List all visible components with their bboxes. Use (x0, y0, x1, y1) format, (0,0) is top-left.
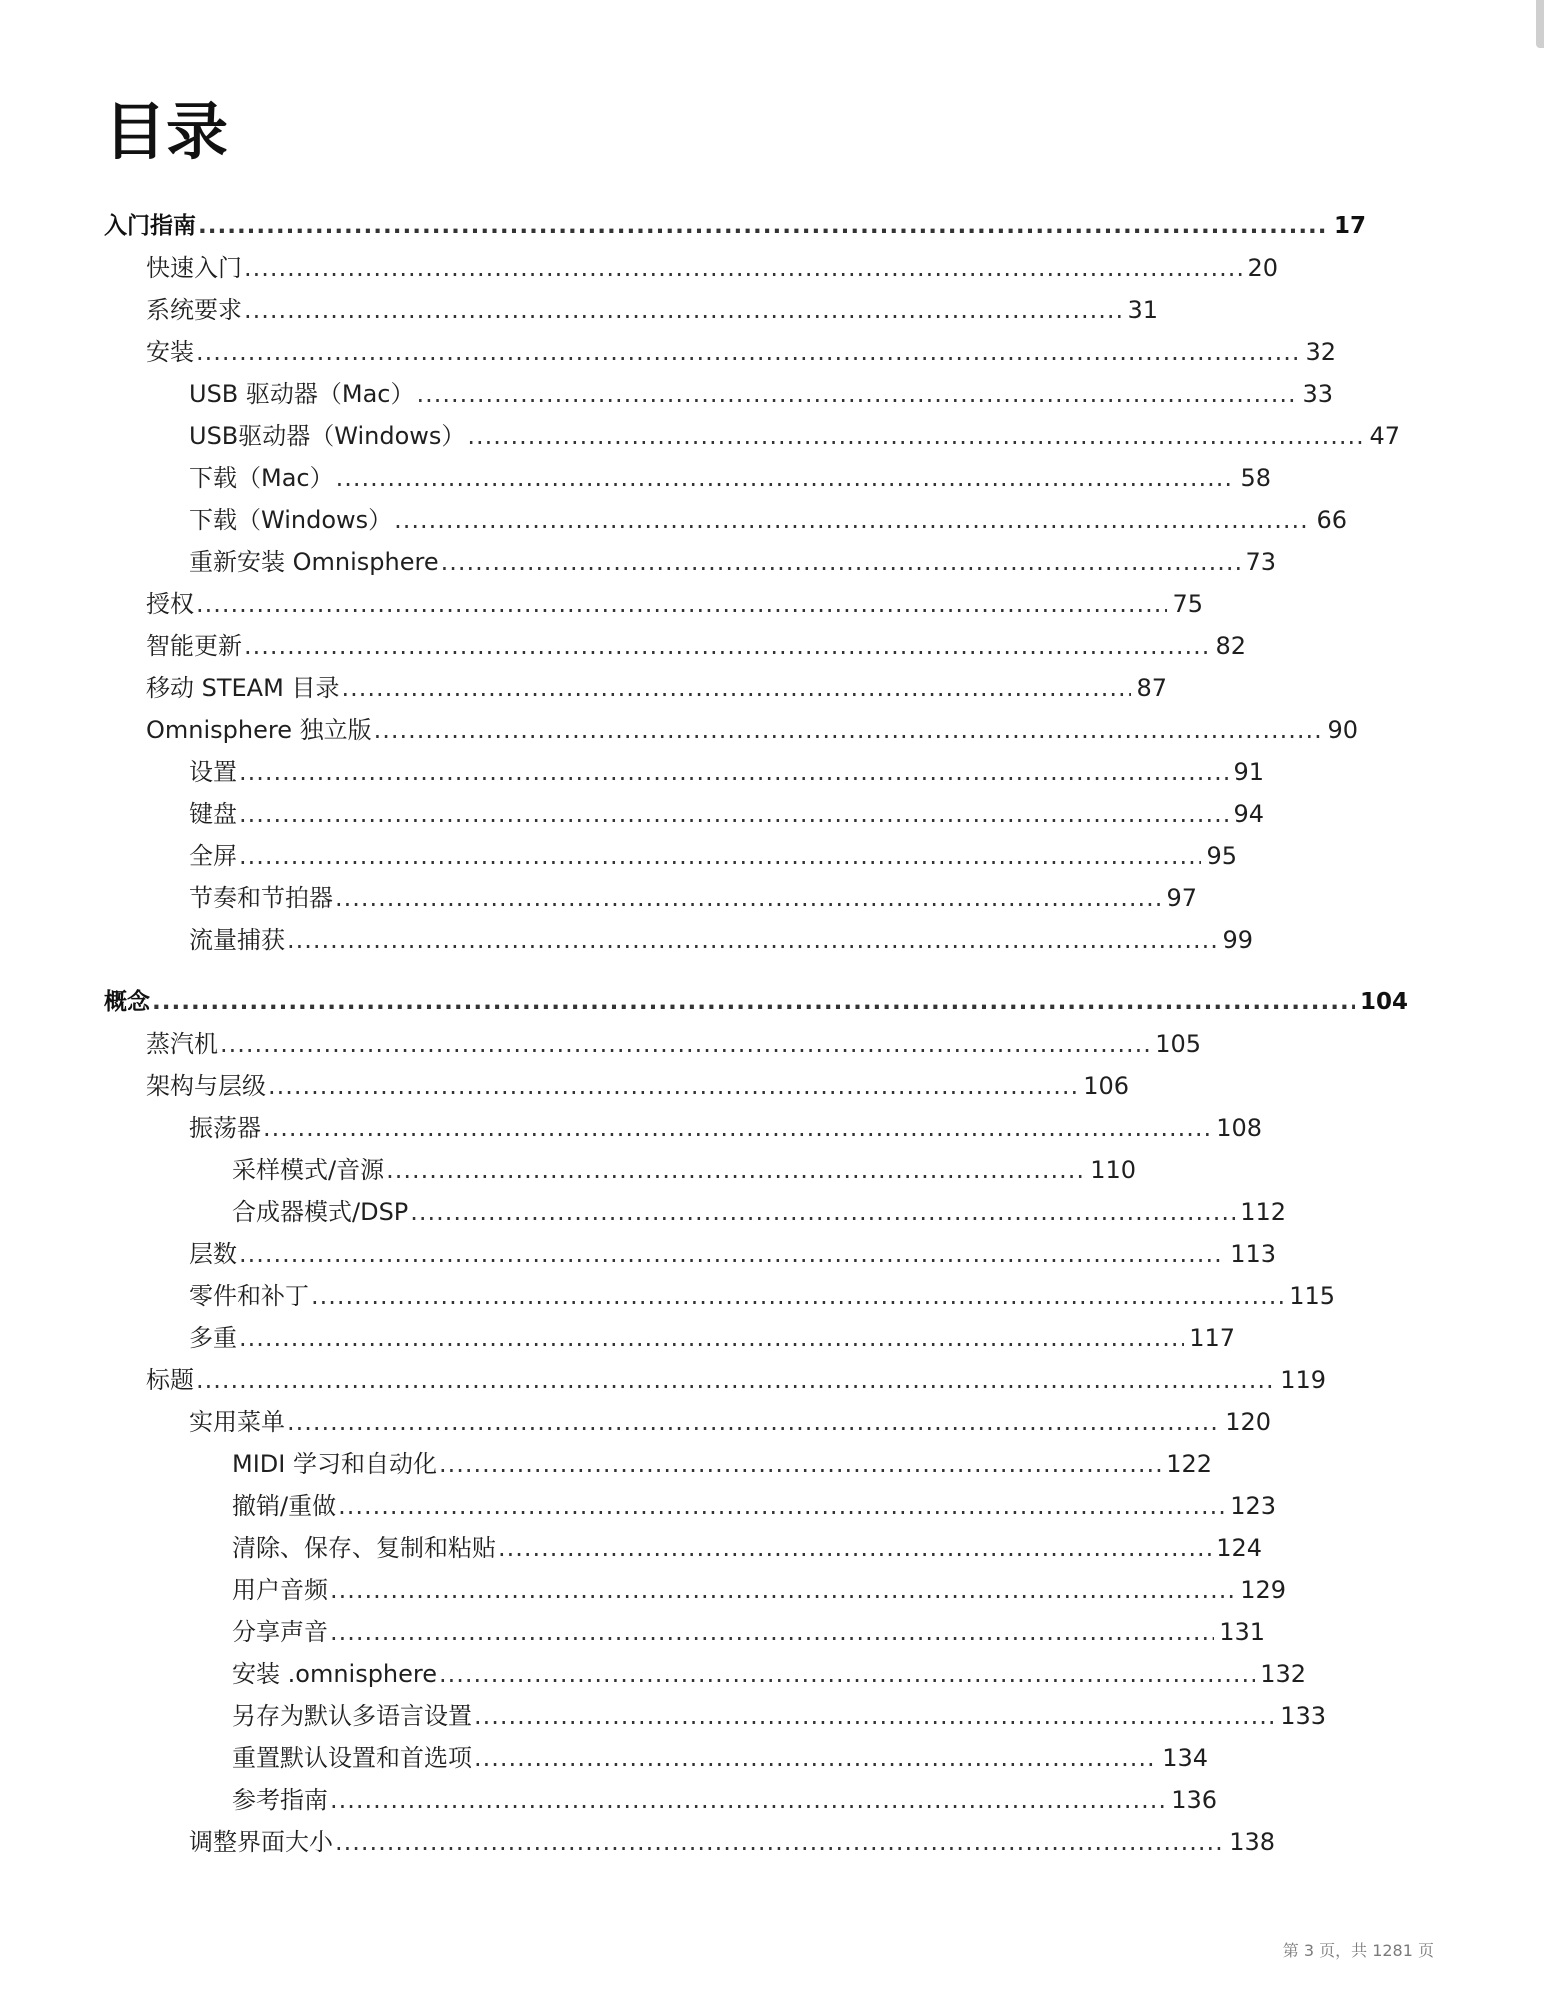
dot-leader (239, 793, 1228, 835)
page-title: 目录 (104, 95, 229, 168)
toc-entry[interactable] (189, 499, 1347, 541)
toc-entry-page-number: 73 (1245, 548, 1276, 576)
toc-entry[interactable] (232, 1191, 1286, 1233)
dot-leader (263, 1107, 1211, 1149)
toc-entry-page-number: 20 (1247, 254, 1278, 282)
dot-leader (244, 247, 1242, 289)
toc-entry-page-number: 123 (1230, 1492, 1276, 1520)
toc-entry-page-number: 99 (1222, 926, 1253, 954)
toc-entry-page-number: 110 (1090, 1156, 1136, 1184)
dot-leader (244, 625, 1210, 667)
toc-entry-page-number: 91 (1233, 758, 1264, 786)
toc-entry-label: 入门指南 (104, 213, 196, 239)
toc-entry-label: 安装 (146, 338, 194, 366)
toc-entry-page-number: 32 (1305, 338, 1336, 366)
dot-leader (439, 1443, 1161, 1485)
toc-entry-label: Omnisphere 独立版 (146, 716, 372, 744)
dot-leader (410, 1191, 1235, 1233)
page-footer: 第 3 页，共 1281 页 (1282, 1941, 1434, 1960)
toc-entry-label: 系统要求 (146, 296, 242, 324)
toc-entry-label: 重新安装 Omnisphere (189, 548, 439, 576)
toc-entry-label: 层数 (189, 1240, 237, 1268)
toc-entry-label: 下载（Windows） (189, 506, 393, 534)
toc-entry-label: 安装 .omnisphere (232, 1660, 438, 1688)
toc-entry[interactable] (189, 793, 1264, 835)
toc-entry[interactable] (232, 1527, 1262, 1569)
toc-entry-page-number: 87 (1136, 674, 1167, 702)
toc-entry-label: 下载（Mac） (189, 464, 334, 492)
toc-entry[interactable] (189, 457, 1271, 499)
toc-entry[interactable] (189, 751, 1264, 793)
dot-leader (239, 1317, 1184, 1359)
toc-entry-page-number: 105 (1155, 1030, 1201, 1058)
toc-entry[interactable] (146, 625, 1246, 667)
toc-entry-page-number: 122 (1166, 1450, 1212, 1478)
dot-leader (336, 457, 1236, 499)
toc-entry-page-number: 138 (1229, 1828, 1275, 1856)
toc-entry-page-number: 17 (1333, 213, 1366, 239)
toc-entry-page-number: 97 (1166, 884, 1197, 912)
dot-leader (394, 499, 1311, 541)
toc-entry[interactable] (232, 1653, 1306, 1695)
dot-leader (311, 1275, 1284, 1317)
toc-entry[interactable] (232, 1485, 1276, 1527)
toc-entry-label: 快速入门 (146, 254, 242, 282)
toc-entry-page-number: 131 (1219, 1618, 1265, 1646)
toc-entry[interactable] (189, 373, 1333, 415)
dot-leader (338, 1485, 1225, 1527)
toc-entry[interactable] (232, 1443, 1212, 1485)
toc-entry[interactable] (189, 1275, 1335, 1317)
toc-entry-page-number: 136 (1171, 1786, 1217, 1814)
dot-leader (441, 541, 1241, 583)
dot-leader (220, 1023, 1150, 1065)
toc-entry-label: 实用菜单 (189, 1408, 285, 1436)
toc-entry-label: 移动 STEAM 目录 (146, 674, 340, 702)
toc-entry[interactable] (232, 1695, 1326, 1737)
toc-entry[interactable] (146, 289, 1158, 331)
toc-entry-label: 架构与层级 (146, 1072, 266, 1100)
dot-leader (467, 415, 1364, 457)
toc-entry[interactable] (146, 1023, 1201, 1065)
toc-entry-label: 合成器模式/DSP (232, 1198, 409, 1226)
toc-entry-page-number: 108 (1216, 1114, 1262, 1142)
toc-entry-label: 另存为默认多语言设置 (232, 1702, 472, 1730)
toc-entry-label: 标题 (146, 1366, 194, 1394)
toc-entry-label: 多重 (189, 1324, 237, 1352)
toc-entry-page-number: 115 (1289, 1282, 1335, 1310)
dot-leader (196, 1359, 1275, 1401)
toc-entry-label: 采样模式/音源 (232, 1156, 385, 1184)
dot-leader (239, 835, 1201, 877)
toc-entry[interactable] (232, 1149, 1136, 1191)
toc-entry-page-number: 120 (1225, 1408, 1271, 1436)
dot-leader (268, 1065, 1078, 1107)
toc-entry-label: 节奏和节拍器 (189, 884, 333, 912)
toc-entry[interactable] (189, 541, 1276, 583)
toc-entry-label: 键盘 (189, 800, 237, 828)
toc-entry-page-number: 124 (1216, 1534, 1262, 1562)
toc-entry-page-number: 47 (1369, 422, 1400, 450)
dot-leader (386, 1149, 1085, 1191)
dot-leader (196, 583, 1167, 625)
toc-entry-label: 撤销/重做 (232, 1492, 337, 1520)
toc-entry-page-number: 75 (1172, 590, 1203, 618)
toc-entry[interactable] (189, 415, 1400, 457)
toc-entry[interactable] (146, 667, 1167, 709)
toc-entry-page-number: 82 (1215, 632, 1246, 660)
dot-leader (498, 1527, 1211, 1569)
table-of-contents (0, 205, 1544, 1863)
dot-leader (198, 205, 1329, 247)
toc-entry[interactable] (146, 1065, 1129, 1107)
dot-leader (474, 1737, 1157, 1779)
toc-entry-label: 智能更新 (146, 632, 242, 660)
scrollbar-thumb[interactable] (1536, 0, 1544, 48)
toc-entry-label: 流量捕获 (189, 926, 285, 954)
dot-leader (239, 751, 1228, 793)
toc-entry-label: 分享声音 (232, 1618, 328, 1646)
toc-entry[interactable] (189, 1233, 1276, 1275)
toc-entry[interactable] (189, 1317, 1235, 1359)
dot-leader (239, 1233, 1225, 1275)
toc-entry[interactable] (189, 1107, 1262, 1149)
dot-leader (287, 1401, 1220, 1443)
dot-leader (330, 1569, 1235, 1611)
toc-entry-page-number: 95 (1206, 842, 1237, 870)
toc-entry[interactable] (104, 981, 1408, 1023)
dot-leader (330, 1779, 1166, 1821)
dot-leader (474, 1695, 1275, 1737)
toc-entry-page-number: 117 (1189, 1324, 1235, 1352)
toc-entry-page-number: 90 (1327, 716, 1358, 744)
toc-entry-page-number: 132 (1260, 1660, 1306, 1688)
toc-entry-label: 用户音频 (232, 1576, 328, 1604)
toc-entry[interactable] (189, 1401, 1271, 1443)
toc-entry-label: 参考指南 (232, 1786, 328, 1814)
toc-entry-label: 全屏 (189, 842, 237, 870)
toc-entry[interactable] (232, 1779, 1217, 1821)
dot-leader (196, 331, 1300, 373)
toc-entry-page-number: 129 (1240, 1576, 1286, 1604)
dot-leader (152, 981, 1355, 1023)
toc-entry-label: MIDI 学习和自动化 (232, 1450, 437, 1478)
toc-entry-page-number: 94 (1233, 800, 1264, 828)
dot-leader (335, 877, 1161, 919)
dot-leader (330, 1611, 1214, 1653)
toc-entry-page-number: 106 (1083, 1072, 1129, 1100)
toc-entry-label: 授权 (146, 590, 194, 618)
toc-entry-page-number: 33 (1302, 380, 1333, 408)
toc-entry-page-number: 58 (1240, 464, 1271, 492)
toc-entry-page-number: 119 (1280, 1366, 1326, 1394)
toc-entry-page-number: 104 (1359, 989, 1408, 1015)
toc-entry[interactable] (189, 1821, 1275, 1863)
toc-entry-label: 振荡器 (189, 1114, 261, 1142)
dot-leader (439, 1653, 1255, 1695)
dot-leader (341, 667, 1131, 709)
dot-leader (374, 709, 1323, 751)
toc-entry-label: 清除、保存、复制和粘贴 (232, 1534, 496, 1562)
toc-entry-label: USB 驱动器（Mac） (189, 380, 415, 408)
toc-entry-page-number: 66 (1316, 506, 1347, 534)
toc-entry-page-number: 134 (1162, 1744, 1208, 1772)
toc-entry-page-number: 31 (1127, 296, 1158, 324)
toc-entry[interactable] (189, 835, 1237, 877)
dot-leader (417, 373, 1298, 415)
toc-entry[interactable] (146, 709, 1358, 751)
toc-entry[interactable] (104, 205, 1366, 247)
toc-entry-label: 调整界面大小 (189, 1828, 333, 1856)
toc-entry-page-number: 133 (1280, 1702, 1326, 1730)
toc-entry-label: 零件和补丁 (189, 1282, 309, 1310)
toc-entry-page-number: 113 (1230, 1240, 1276, 1268)
toc-entry-label: 概念 (104, 989, 150, 1015)
dot-leader (287, 919, 1217, 961)
toc-entry-label: USB驱动器（Windows） (189, 422, 466, 450)
toc-entry[interactable] (146, 247, 1278, 289)
toc-entry-page-number: 112 (1240, 1198, 1286, 1226)
toc-entry-label: 蒸汽机 (146, 1030, 218, 1058)
dot-leader (244, 289, 1122, 331)
dot-leader (335, 1821, 1224, 1863)
toc-entry-label: 设置 (189, 758, 237, 786)
toc-entry[interactable] (232, 1611, 1265, 1653)
toc-entry[interactable] (232, 1737, 1208, 1779)
toc-entry[interactable] (146, 583, 1203, 625)
toc-entry[interactable] (146, 331, 1336, 373)
toc-entry-label: 重置默认设置和首选项 (232, 1744, 472, 1772)
toc-entry[interactable] (232, 1569, 1286, 1611)
toc-entry[interactable] (189, 919, 1253, 961)
toc-entry[interactable] (189, 877, 1197, 919)
toc-entry[interactable] (146, 1359, 1326, 1401)
